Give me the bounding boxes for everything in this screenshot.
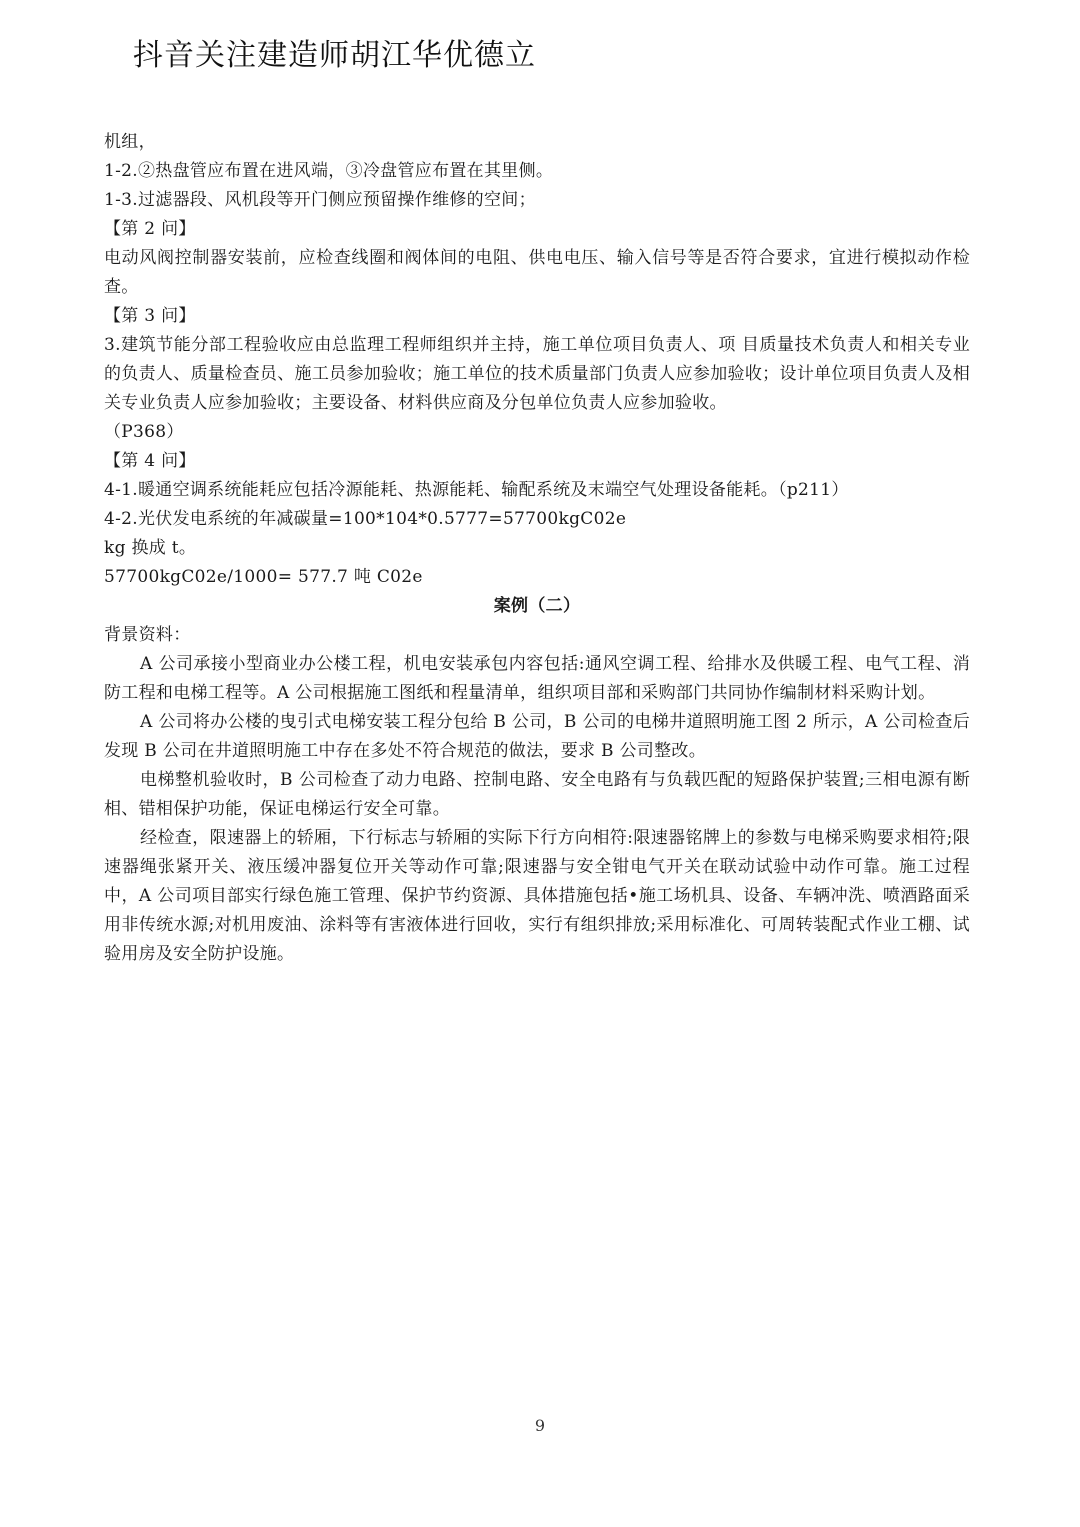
case-2-heading: 案例（二） bbox=[493, 596, 581, 616]
page-number: 9 bbox=[534, 1416, 546, 1435]
case-2-paragraph-3: 电梯整机验收时，B 公司检查了动力电路、控制电路、安全电路有与负载匹配的短路保护装置;三相电源有断相、错相保护功能，保证电梯运行安全可靠。 bbox=[104, 770, 970, 819]
question-4-answer-2: 4-2.光伏发电系统的年减碳量=100*104*0.5777=57700kgC02e bbox=[104, 509, 627, 529]
question-3-heading: 【第 3 问】 bbox=[104, 306, 196, 326]
question-2-answer: 电动风阀控制器安装前，应检查线圈和阀体间的电阻、供电电压、输入信号等是否符合要求，宜进行模拟动作检查。 bbox=[104, 248, 970, 297]
case-2-paragraph-4: 经检查，限速器上的轿厢，下行标志与轿厢的实际下行方向相符:限速器铭牌上的参数与电梯采购要求相符;限速器绳张紧开关、液压缓冲器复位开关等动作可靠;限速器与安全钳电气开关在联动试验中动作可靠。施工过程中，A 公司项目部实行绿色施工管理、保护节约资源、具体措施包括•施工场机具、设备、车辆冲洗、喷酒路面采用非传统水源;对机用废油、涂料等有害液体进行回收，实行有组织排放;采用标准化、可周转装配式作业工棚、试验用房及安全防护设施。 bbox=[104, 828, 970, 964]
question-4-heading: 【第 4 问】 bbox=[104, 451, 196, 471]
case-2-paragraph-1: A 公司承接小型商业办公楼工程，机电安装承包内容包括:通风空调工程、给排水及供暖工程、电气工程、消防工程和电梯工程等。A 公司根据施工图纸和程量清单，组织项目部和采购部门共同协作编制材料采购计划。 bbox=[104, 654, 970, 703]
header-title: 抖音关注建造师胡江华优德立 bbox=[133, 38, 536, 73]
question-3-answer: 3.建筑节能分部工程验收应由总监理工程师组织并主持，施工单位项目负责人、项 目质量技术负责人和相关专业的负责人、质量检查员、施工员参加验收；施工单位的技术质量部门负责人应参加验收；设计单位项目负责人及相关专业负责人应参加验收；主要设备、材料供应商及分包单位负责人应参加验收。 bbox=[104, 335, 970, 413]
answer-line: 1-3.过滤器段、风机段等开门侧应预留操作维修的空间； bbox=[104, 190, 536, 210]
question-3-reference: （P368） bbox=[104, 422, 184, 442]
document-body bbox=[104, 128, 970, 969]
case-2-paragraph-2: A 公司将办公楼的曳引式电梯安装工程分包给 B 公司，B 公司的电梯井道照明施工图 2 所示，A 公司检查后发现 B 公司在井道照明施工中存在多处不符合规范的做法，要求 B 公司整改。 bbox=[104, 712, 970, 761]
question-4-answer-1: 4-1.暖通空调系统能耗应包括冷源能耗、热源能耗、输配系统及末端空气处理设备能耗。（p211） bbox=[104, 480, 849, 500]
question-4-answer-4: 57700kgC02e/1000= 577.7 吨 C02e bbox=[104, 567, 423, 587]
answer-line: 1-2.②热盘管应布置在进风端，③冷盘管应布置在其里侧。 bbox=[104, 161, 554, 181]
question-2-heading: 【第 2 问】 bbox=[104, 219, 196, 239]
question-4-answer-3: kg 换成 t。 bbox=[104, 538, 197, 558]
background-label: 背景资料： bbox=[104, 625, 191, 645]
answer-line: 机组， bbox=[104, 132, 156, 152]
